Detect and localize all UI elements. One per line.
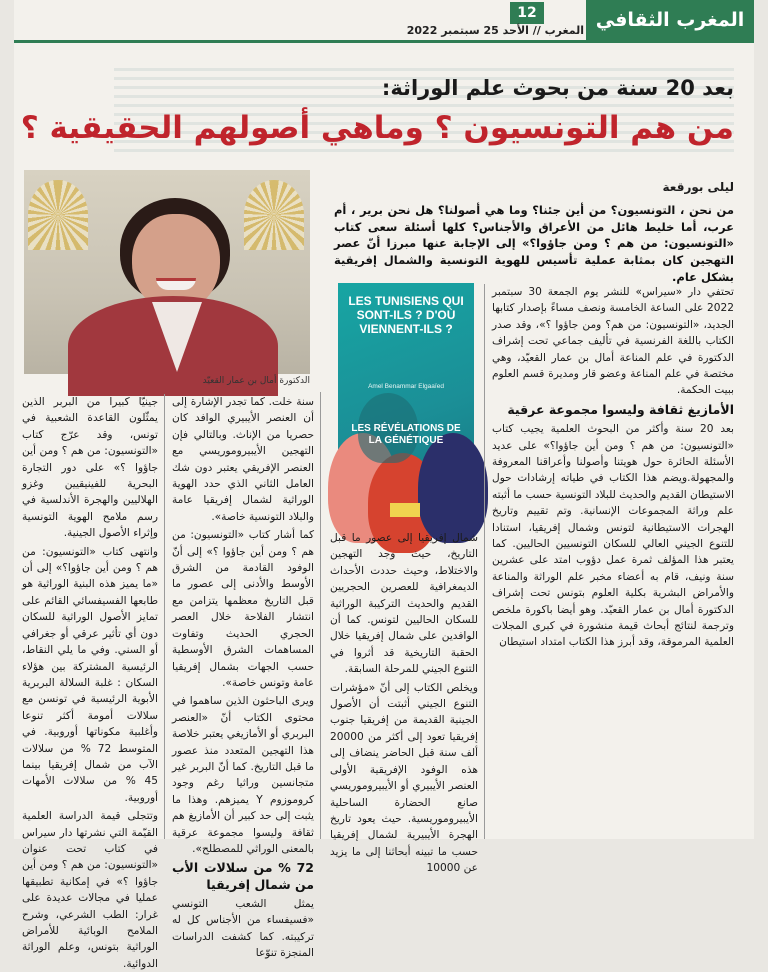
paragraph: وانتهى كتاب «التونسيون: من هم ؟ ومن أين جاؤوا؟» إلى أن «ما يميز هذه البنية الوراثية هو طابعها الفسيفسائي القائم على تمايز الأصول الوراثية للسكان دون أي تأثير عرقي أو جغرافي أو السني. وفي ما يلي النقاط، الرئيسية المشتركة بين هؤلاء السكان : غلبة السلالة البربرية الأبوية الرئيسية في تونسن مع سلالات أمومة أكثر تنوعا وأغلبية مكوناتها أوروبية. في المتوسط 72 % من سلالات الآب من شمال إفريقيا بينما 45 % من سلالات الأمهات أوروبية. [22,545,158,804]
header-rule [14,40,754,43]
background-art [28,180,88,250]
subhead: 72 % من سلالات الأب من شمال إفريقيا [172,860,314,892]
author-photo [24,170,310,374]
section-tab: المغرب الثقافي [586,0,754,40]
paragraph: يمثل الشعب التونسي «فسيفساء من الأجناس كل له تركيبته. كما كشفت الدراسات المنجزة تنوّعا [172,897,314,960]
article-kicker: بعد 20 سنة من بحوث علم الوراثة: [381,76,734,100]
article-headline: من هم التونسيون ؟ وماهي أصولهم الحقيقية ؟ [20,110,734,146]
cover-figure [418,433,488,543]
paragraph: بعد 20 سنة وأكثر من البحوث العلمية يجيب كتاب «التونسيون: من هم ؟ ومن أين جاؤوا؟» على عديد الأسئلة الحائرة حول هويتنا وأصولنا وأعراقنا المعروفة والمجهولة.ويضم هذا الكتاب في طياته إرشادات حول الاستيطان القديم والحديث للبلاد التونسية حسب ما أثبته علم وراثة المجموعات الإنسانية. وتم تقييم وتاريخ الهجرات الاستيطانية لتونس وشمال إفريقيا، استنادا للتنوع الجيني العالي للسكان التونسيين الحاليين. كما يعتبر هذا المؤلف ثمرة عمل دؤوب امتد على عشرين سنة ونيف، قام به أعضاء مخبر علم الوراثة والمناعة والأمراض البشرية بكلية العلوم بتونس تحت إشراف الدكتورة أمال بن عمار القعيّد. وهو أيضا باكورة ملخص وترجمة لنتائج أبحاث قيمة منشورة في كبرى المجلات العلمية المرموقة، وقد أبرز هذا الكتاب امتداد استيطان [491,423,734,649]
photo-caption: الدكتورة أمال بن عمار القعيّد [202,376,310,386]
paragraph: ويرى الباحثون الذين ساهموا في محتوى الكتاب أنّ «العنصر البربري أو الأمازيغي يعتبر خلاصة هذا التهجين المتعدد منذ عصور ما قبل التاريخ. كما أنّ البربر غير متجانسين وراثيا رغم وجود كروموزوم Y يميزهم. وهذا ما يثبت إلى حد كبير أن الأمازيغ هم ثقافة وليسوا مجموعة عرقية بالمعنى الوراثي للمصطلح». [172,695,314,855]
dateline: المغرب // الأحد 25 سبتمبر 2022 [406,24,584,37]
column-divider [320,392,321,839]
cover-title: LES TUNISIENS QUI SONT-ILS ? D'OÙ VIENNENT-ILS ? [348,294,464,336]
paragraph: ويخلص الكتاب إلى أنّ «مؤشرات التنوع الجيني أثبتت أن الأصول الجينية القديمة من إفريقيا جنوب إفريقيا تعود إلى أكثر من 20000 ألف سنة قبل الحاضر ينضاف إلى هذه الوفود الإفريقية الأولى العنصر الأيبيري أو الأيبيروموريسي صانع الحضارة الساحلية الأيبيروموريسية. حيث يعود تاريخ الهجرة الأيبيرية لشمال إفريقيا حسب ما تبينه أبحاثنا إلى ما يزيد عن 10000 [330,681,478,875]
photo-smile [156,278,196,290]
subhead: الأمازيغ ثقافة وليسوا مجموعة عرقية [507,401,734,417]
paragraph: تحتفي دار «سيراس» للنشر يوم الجمعة 30 سبتمبر 2022 على الساعة الخامسة ونصف مساءً بإصدار كتابها الجديد، «التونسيون: من هم؟ ومن جاؤوا ؟»، وقد صدر الكتاب باللغة الفرنسية في تأليف جماعي تحت إشراف الدكتورة في علم المناعة أمال بن عمار القعيّد، وهي مختصة في علم المناعة وعضو قار ومديرة قسم العلوم ببيت الحكمة. [492,286,734,397]
background-art [244,180,304,250]
cover-author: Amel Benammar Elgaaïed [368,383,444,390]
page-number: 12 [510,2,544,24]
column-divider [164,394,165,839]
column-left [22,394,158,970]
column-center [172,394,314,960]
newspaper-page [14,0,754,970]
column-right [492,284,734,839]
page-header [14,0,754,44]
paragraph: جينيّا كبيرا من البربر الذين يمثّلون القاعدة الشعبية في تونس، وقد عرّج كتاب «التونسيون: من هم ؟ ومن أين جاؤوا ؟» على دور التجارة البحرية للفينيقيين وغزو الهلاليين والهجرة الأندلسية في رسم ملامح الهوية التونسية وإثراء الأصول الجينية. [22,396,158,540]
cover-subtitle: LES RÉVÉLATIONS DE LA GÉNÉTIQUE [351,423,461,446]
article-lede: من نحن ، التونسيون؟ من أين جئنا؟ وما هي أصولنا؟ هل نحن برير ، أم عرب، أما خليط هائل من الأعراق والأجناس؟ كلها أسئلة سعى كتاب «التونسيون: من هم ؟ ومن جاؤوا؟» إلى الإجابة عنها مبرزا أنّ عصر التهجين كان بمثابة عملية تأسيس للهوية التونسية والشمال إفريقية بشكل عام. [334,203,734,284]
paragraph: كما أشار كتاب «التونسيون: من هم ؟ ومن أين جاؤوا ؟» إلى أنّ الوفود القادمة من الشرق الأوسط والأدنى إلى عصور ما قبل التاريخ معظمها يتزامن مع انتشار الفلاحة خلال العصر الحجري الحديث وتفاوت المساهمات الشرق الأوسطية حسب الجهات بشمال إفريقيا عامة وتونس خاصة». [172,529,314,689]
column-middle [330,530,478,875]
book-cover [338,283,474,523]
paragraph: سنة خلت. كما تجدر الإشارة إلى أن العنصر الأيبيري الوافد كان حصريا من الإناث. وبالتالي فإن التهجين الأيبيروموريسي مع العنصر الإفريقي يعتبر دون شك العامل الثاني الذي حدد الهوية الوراثية لشمال إفريقيا عامة والبلاد التونسية خاصة». [172,396,314,523]
article-byline: ليلى بورقعة [662,180,734,194]
publisher-logo [390,503,420,517]
paragraph: شمال إفريقيا إلى عصور ما قبل التاريخ، حيث وجد التهجين والاختلاط، وحيث حددت الأحداث الديمغرافية للعصرين الحجريين القديم والحديث التركيبة الوراثية للسكان الحاليين لتونس. كما أن الوافدين على شمال إفريقيا خلال الحقبة التاريخية قد أثروا في التنوع الجيني للمرحلة السابقة. [330,532,478,676]
paragraph: وتتجلى قيمة الدراسة العلمية القيّمة التي نشرتها دار سيراس في كتاب تحت عنوان «التونسيون: من هم ؟ ومن أين جاؤوا ؟» في إمكانية تطبيقها عمليا في مجالات عديدة على غرار: الطب الشرعي، وشرح الملامح الوبائية للأمراض الوراثية بتونس، وعلم الوراثة الدوائية. [22,810,158,970]
column-divider [484,284,485,839]
